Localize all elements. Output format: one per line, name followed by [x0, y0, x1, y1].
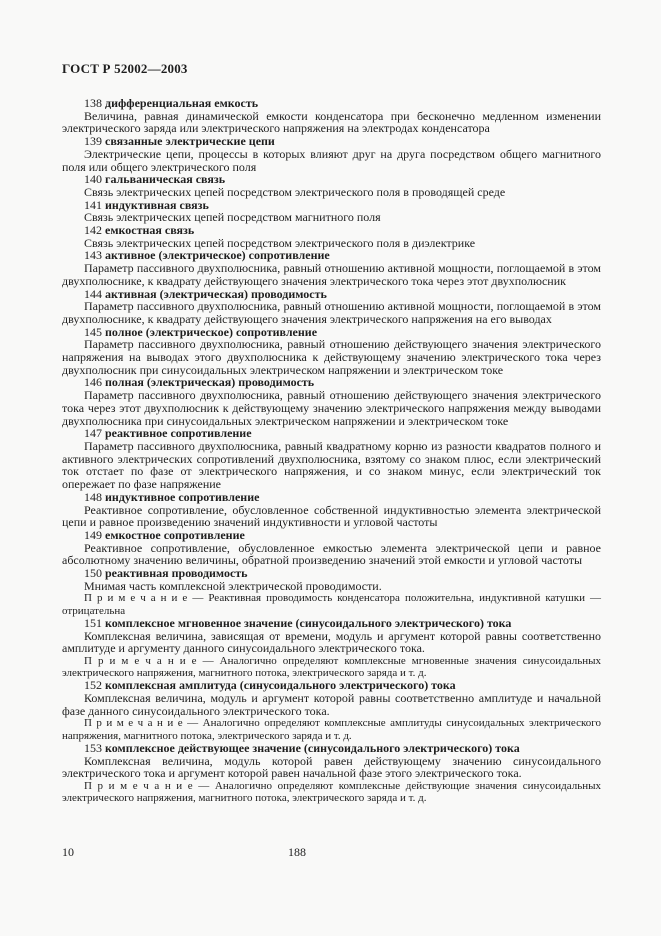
term-number: 153 — [84, 740, 102, 755]
term-note: П р и м е ч а н и е — Аналогично определяют комплексные действующие значения синусоидальных электрического напряжения, магнитного потока, электрического заряда и т. д. — [62, 779, 601, 805]
term-definition: Мнимая часть комплексной электрической проводимости. — [84, 578, 382, 593]
term-number: 141 — [84, 197, 102, 212]
term-definition: Реактивное сопротивление, обусловленное емкостью элемента электрической цепи и равное абсолютному значению величины, обратной произведению значений этой емкости и угловой частоты — [62, 540, 601, 568]
term-number: 142 — [84, 223, 102, 238]
term-definition: Связь электрических цепей посредством электрического поля в диэлектрике — [84, 235, 476, 250]
term-title: емкостная связь — [105, 223, 195, 238]
term-title: активное (электрическое) сопротивление — [105, 248, 330, 263]
term-heading — [62, 491, 601, 504]
term-title: комплексное мгновенное значение (синусоидального электрического) тока — [105, 615, 512, 630]
term-title: гальваническая связь — [105, 172, 226, 187]
term-title: реактивная проводимость — [105, 566, 248, 581]
term-definition: Связь электрических цепей посредством магнитного поля — [84, 210, 381, 225]
term-definition: Параметр пассивного двухполюсника, равный отношению действующего значения электрического напряжения на выводах этого двухполюсника к действующему значению электрического тока через двухполюсник при синусоидальных электрическом напряжении и электрическом токе — [62, 337, 601, 377]
term-number: 150 — [84, 566, 102, 581]
term-note: П р и м е ч а н и е — Аналогично определяют комплексные мгновенные значения синусоидальных электрического напряжения, магнитного потока, электрического заряда и т. д. — [62, 654, 601, 680]
term-title: емкостное сопротивление — [105, 527, 245, 542]
term-heading — [62, 135, 601, 148]
term-definition: Параметр пассивного двухполюсника, равный квадратному корню из разности квадратов полного и активного электрических сопротивлений двухполюсника, взятому со знаком плюс, если электрический ток отстает по фазе от электрического напряжения, и со знаком минус, если электрический ток опережает по фазе напряжение — [62, 438, 601, 492]
term-number: 140 — [84, 172, 102, 187]
term-title: комплексное действующее значение (синусоидального электрического) тока — [105, 740, 520, 755]
term-title: комплексная амплитуда (синусоидального электрического) тока — [105, 678, 456, 693]
term-heading — [62, 97, 601, 110]
term-definition: Величина, равная динамической емкости конденсатора при бесконечно медленном изменении электрического заряда или электрического напряжения на электродах конденсатора — [62, 108, 601, 136]
term-number: 145 — [84, 324, 102, 339]
term-definition: Параметр пассивного двухполюсника, равный отношению активной мощности, поглощаемой в этом двухполюснике, к квадрату действующего значения электрического тока через этот двухполюсник — [62, 261, 601, 288]
term-heading — [62, 224, 601, 237]
term-title: индуктивная связь — [105, 197, 209, 212]
term-title: дифференциальная емкость — [105, 96, 259, 110]
terms-list — [62, 97, 601, 804]
term-heading — [62, 529, 601, 542]
term-definition: Электрические цепи, процессы в которых влияют друг на друга посредством общего магнитного поля или общего электрического поля — [62, 146, 601, 174]
term-definition: Реактивное сопротивление, обусловленное собственной индуктивностью элемента электрической цепи и равное произведению значений индуктивности и угловой частоты — [62, 502, 601, 530]
term-heading — [62, 742, 601, 755]
term-title: реактивное сопротивление — [105, 426, 252, 441]
term-number: 148 — [84, 489, 102, 504]
footer-page-number-left: 10 — [62, 845, 74, 859]
term-definition: Параметр пассивного двухполюсника, равный отношению действующего значения электрического тока через этот двухполюсник к действующему значению электрического напряжения между выводами двухполюсника при синусоидальных электрическом напряжении и электрическом токе — [62, 388, 601, 428]
term-title: полное (электрическое) сопротивление — [105, 324, 318, 339]
term-title: индуктивное сопротивление — [105, 489, 260, 504]
term-number: 151 — [84, 615, 102, 630]
term-number: 143 — [84, 248, 102, 263]
term-title: связанные электрические цепи — [105, 134, 275, 149]
term-note: П р и м е ч а н и е — Аналогично определяют комплексные амплитуды синусоидальных электрического напряжения, магнитного потока, электрического заряда и т. д. — [62, 717, 601, 742]
term-number: 149 — [84, 527, 102, 542]
term-title: активная (электрическая) проводимость — [105, 286, 327, 301]
term-title: полная (электрическая) проводимость — [105, 375, 315, 390]
term-definition: Связь электрических цепей посредством электрического поля в проводящей среде — [84, 184, 506, 199]
term-definition: Комплексная величина, модуль и аргумент которой равны соответственно амплитуде и начальной фазе данного синусоидального электрического тока. — [62, 691, 601, 718]
term-definition: Комплексная величина, зависящая от времени, модуль и аргумент которой равны соответственно амплитуде и аргументу данного синусоидального электрического тока. — [62, 628, 601, 656]
term-number: 152 — [84, 678, 102, 693]
term-definition: Параметр пассивного двухполюсника, равный отношению активной мощности, поглощаемой в этом двухполюснике, к квадрату действующего значения электрического напряжения на его выводах — [62, 299, 601, 326]
footer-page-number-center: 188 — [288, 845, 306, 859]
term-number: 146 — [84, 375, 102, 390]
document-header-title: ГОСТ Р 52002—2003 — [62, 61, 188, 76]
term-definition: Комплексная величина, модуль которой равен действующему значению синусоидального электрического тока и аргумент которой равен начальной фазе этого электрического тока. — [62, 753, 601, 781]
term-number: 144 — [84, 286, 102, 301]
term-heading — [62, 617, 601, 630]
term-number: 138 — [84, 96, 102, 110]
term-heading — [62, 567, 601, 580]
term-note: П р и м е ч а н и е — Реактивная проводимость конденсатора положительна, индуктивной катушки — отрицательна — [62, 592, 601, 617]
term-number: 139 — [84, 134, 102, 149]
term-number: 147 — [84, 426, 102, 441]
